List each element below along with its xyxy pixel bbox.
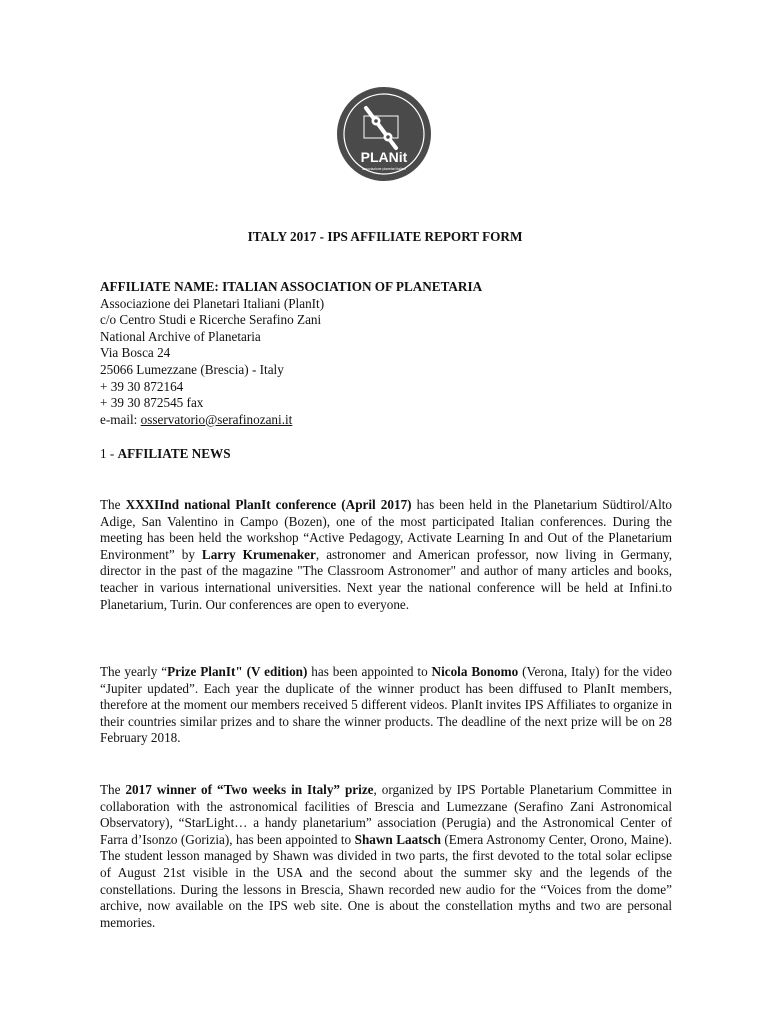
section-title: AFFILIATE NEWS xyxy=(117,446,231,461)
speaker-name: Larry Krumenaker xyxy=(201,546,316,562)
address-line: 25066 Lumezzane (Brescia) - Italy xyxy=(100,361,284,377)
affiliate-name-heading: AFFILIATE NAME: ITALIAN ASSOCIATION OF PLANETARIA xyxy=(100,279,483,294)
prize-title: 2017 winner of “Two weeks in Italy” prize xyxy=(125,782,374,797)
text-run: has been held in the Planetarium Südtirol/Alto Adige, San Valentino in Campo (Bozen), one of the most participated Italian conferences. During the meeting has been held the workshop “Active Pedagogy, Activate Learning In and Out of the Planetarium Environment” by xyxy=(100,497,672,562)
email-link[interactable]: osservatorio@serafinozani.it xyxy=(140,411,293,427)
winner-name: Shawn Laatsch xyxy=(354,831,441,847)
text-run: The yearly “ xyxy=(100,664,168,679)
text-run: , astronomer and American professor, now living in Germany, director in the past of the magazine "The Classroom Astronomer" and author of many articles and books, teacher in various international universities. Next year the national conference will be held at Infini.to Planetarium, Turin. Our conferences are open to everyone. xyxy=(100,546,672,612)
paragraph-conference xyxy=(100,497,672,613)
prize-name: Prize PlanIt" (V edition) xyxy=(167,664,308,679)
text-run: (Verona, Italy) for the video “Jupiter updated”. Each year the duplicate of the winner product has been diffused to PlanIt members, therefore at the moment our members received 5 different videos. PlanIt invites IPS Affiliates to organize in their countries similar prizes and to share the winner products. The deadline of the next prize will be on 28 February 2018. xyxy=(100,664,672,746)
address-line: Via Bosca 24 xyxy=(100,345,171,361)
planit-logo xyxy=(336,86,432,182)
fax-line: + 39 30 872545 fax xyxy=(100,395,204,411)
text-run: The xyxy=(100,497,126,512)
text-run: The xyxy=(100,782,126,797)
address-line: Associazione dei Planetari Italiani (PlanIt) xyxy=(100,295,325,311)
paragraph-prize xyxy=(100,664,672,747)
address-line: c/o Centro Studi e Ricerche Serafino Zani xyxy=(100,312,322,328)
winner-name: Nicola Bonomo xyxy=(431,664,519,679)
conference-name: XXXIInd national PlanIt conference (April 2017) xyxy=(125,497,412,512)
text-run: , organized by IPS Portable Planetarium Committee in collaboration with the astronomical facilities of Brescia and Lumezzane (Serafino Zani Astronomical Observatory), “StarLight… a handy planetarium” association (Perugia) and the Astronomical Center of Farra d’Isonzo (Gorizia), has been appointed to xyxy=(100,782,672,847)
paragraph-two-weeks xyxy=(100,782,672,931)
text-run: (Emera Astronomy Center, Orono, Maine). The student lesson managed by Shawn was divided in two parts, the first devoted to the total solar eclipse of August 21st visible in the USA and the second about the summer sky and the legends of the constellations. During the lessons in Brescia, Shawn recorded new audio for the “Voices from the dome” archive, now available on the IPS web site. One is about the constellation myths and two are personal memories. xyxy=(100,831,672,930)
email-label: e-mail: xyxy=(100,411,141,427)
page-title: ITALY 2017 - IPS AFFILIATE REPORT FORM xyxy=(247,229,523,244)
section-heading xyxy=(100,446,670,463)
affiliate-info xyxy=(100,279,670,428)
logo-subtitle: associazione planetari italiani xyxy=(361,167,407,171)
phone-line: + 39 30 872164 xyxy=(100,378,184,394)
section-number: 1 - xyxy=(100,446,118,461)
logo-text: PLANit xyxy=(360,149,408,165)
address-line: National Archive of Planetaria xyxy=(100,328,261,344)
text-run: has been appointed to xyxy=(307,664,432,679)
email-line xyxy=(100,412,670,429)
